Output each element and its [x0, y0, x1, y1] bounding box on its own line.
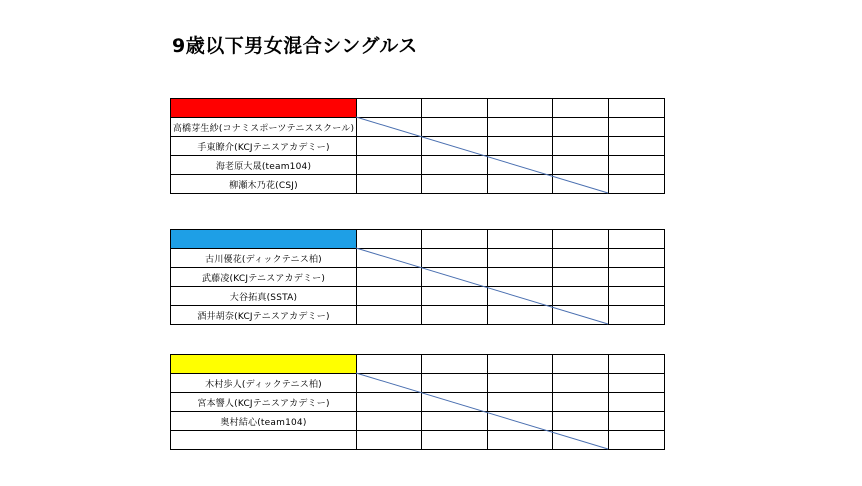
result-cell — [357, 156, 422, 175]
player-row — [171, 374, 665, 393]
header-cell — [488, 99, 553, 118]
result-cell — [422, 412, 488, 431]
result-cell — [422, 268, 488, 287]
result-cell — [609, 374, 665, 393]
result-cell — [553, 249, 609, 268]
result-cell — [609, 156, 665, 175]
result-cell — [357, 393, 422, 412]
player-row — [171, 118, 665, 137]
player-name — [171, 431, 357, 450]
player-name: 高橋芽生紗(コナミスポーツテニススクール) — [171, 118, 357, 137]
header-row — [171, 99, 665, 118]
page-title: 9歳以下男女混合シングルス — [172, 35, 418, 57]
player-row — [171, 249, 665, 268]
header-cell — [488, 230, 553, 249]
player-name: 宮本響人(KCJテニスアカデミー) — [171, 393, 357, 412]
header-cell — [422, 230, 488, 249]
player-row — [171, 175, 665, 194]
result-cell — [422, 137, 488, 156]
result-cell — [488, 393, 553, 412]
result-cell — [609, 268, 665, 287]
player-row — [171, 306, 665, 325]
result-cell — [609, 287, 665, 306]
league-table — [170, 354, 665, 450]
result-cell — [357, 287, 422, 306]
result-cell — [422, 175, 488, 194]
result-cell — [488, 306, 553, 325]
header-cell — [553, 99, 609, 118]
result-cell — [422, 393, 488, 412]
header-cell — [609, 355, 665, 374]
header-cell — [357, 230, 422, 249]
result-cell — [609, 431, 665, 450]
result-cell — [422, 287, 488, 306]
result-cell — [553, 374, 609, 393]
result-cell — [357, 268, 422, 287]
result-cell — [553, 156, 609, 175]
player-row — [171, 156, 665, 175]
result-cell — [357, 118, 422, 137]
result-cell — [488, 137, 553, 156]
player-row — [171, 393, 665, 412]
group-color-cell — [171, 99, 357, 118]
header-row — [171, 230, 665, 249]
league-table — [170, 98, 665, 194]
result-cell — [553, 118, 609, 137]
result-cell — [609, 175, 665, 194]
player-name: 奥村結心(team104) — [171, 412, 357, 431]
result-cell — [488, 175, 553, 194]
result-cell — [553, 287, 609, 306]
header-cell — [357, 355, 422, 374]
header-cell — [357, 99, 422, 118]
group-color-cell — [171, 230, 357, 249]
league-table — [170, 229, 665, 325]
player-name: 大谷拓真(SSTA) — [171, 287, 357, 306]
result-cell — [609, 306, 665, 325]
result-cell — [488, 412, 553, 431]
result-cell — [553, 268, 609, 287]
result-cell — [422, 249, 488, 268]
header-cell — [553, 355, 609, 374]
league-group-3 — [170, 354, 664, 454]
player-name: 柳瀬木乃花(CSJ) — [171, 175, 357, 194]
result-cell — [357, 412, 422, 431]
header-cell — [609, 230, 665, 249]
group-color-cell — [171, 355, 357, 374]
result-cell — [553, 431, 609, 450]
result-cell — [609, 393, 665, 412]
league-group-2 — [170, 229, 664, 329]
result-cell — [422, 306, 488, 325]
player-row — [171, 431, 665, 450]
result-cell — [488, 374, 553, 393]
result-cell — [357, 374, 422, 393]
result-cell — [488, 268, 553, 287]
player-name: 木村歩人(ディックテニス柏) — [171, 374, 357, 393]
result-cell — [553, 137, 609, 156]
result-cell — [357, 137, 422, 156]
result-cell — [357, 249, 422, 268]
result-cell — [357, 431, 422, 450]
result-cell — [553, 306, 609, 325]
header-cell — [553, 230, 609, 249]
header-row — [171, 355, 665, 374]
result-cell — [422, 431, 488, 450]
player-name: 武藤凌(KCJテニスアカデミー) — [171, 268, 357, 287]
player-name: 酒井胡奈(KCJテニスアカデミー) — [171, 306, 357, 325]
result-cell — [488, 118, 553, 137]
player-row — [171, 412, 665, 431]
result-cell — [422, 156, 488, 175]
header-cell — [422, 99, 488, 118]
player-row — [171, 287, 665, 306]
player-row — [171, 268, 665, 287]
result-cell — [422, 374, 488, 393]
result-cell — [357, 175, 422, 194]
header-cell — [422, 355, 488, 374]
player-row — [171, 137, 665, 156]
league-group-1 — [170, 98, 664, 198]
result-cell — [488, 156, 553, 175]
header-cell — [609, 99, 665, 118]
result-cell — [609, 249, 665, 268]
result-cell — [488, 287, 553, 306]
result-cell — [553, 393, 609, 412]
result-cell — [609, 137, 665, 156]
result-cell — [422, 118, 488, 137]
player-name: 海老原大晟(team104) — [171, 156, 357, 175]
result-cell — [553, 175, 609, 194]
result-cell — [553, 412, 609, 431]
result-cell — [488, 249, 553, 268]
player-name: 手東瞭介(KCJテニスアカデミー) — [171, 137, 357, 156]
result-cell — [488, 431, 553, 450]
player-name: 古川優花(ディックテニス柏) — [171, 249, 357, 268]
result-cell — [609, 118, 665, 137]
result-cell — [609, 412, 665, 431]
header-cell — [488, 355, 553, 374]
result-cell — [357, 306, 422, 325]
